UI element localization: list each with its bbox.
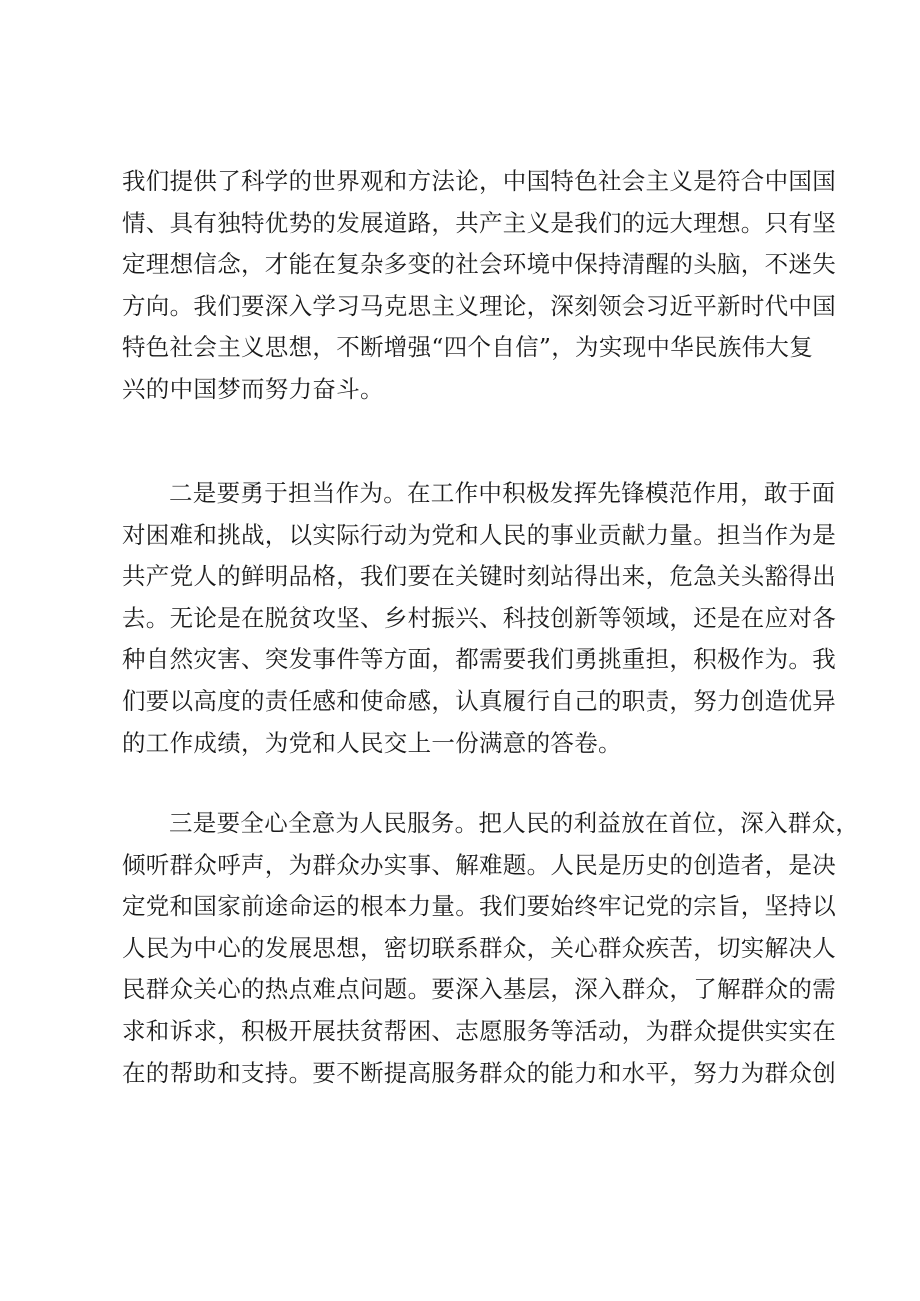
paragraph-line: 人民为中心的发展思想，密切联系群众，关心群众疾苦，切实解决人 [122,933,836,962]
paragraph-first-line: 二是要勇于担当作为。在工作中积极发挥先锋模范作用，敢于面 [169,479,836,507]
paragraph-line: 我们提供了科学的世界观和方法论，中国特色社会主义是符合中国国 [122,167,836,195]
paragraph-line: 去。无论是在脱贫攻坚、乡村振兴、科技创新等领域，还是在应对各 [122,603,836,632]
paragraph-line: 共产党人的鲜明品格，我们要在关键时刻站得出来，危急关头豁得出 [122,562,836,591]
paragraph-line: 情、具有独特优势的发展道路，共产主义是我们的远大理想。只有坚 [122,208,836,237]
paragraph-line: 对困难和挑战，以实际行动为党和人民的事业贡献力量。担当作为是 [122,520,836,549]
paragraph-line: 兴的中国梦而努力奋斗。 [122,374,384,403]
paragraph-first-line: 三是要全心全意为人民服务。把人民的利益放在首位，深入群众， [169,809,860,837]
paragraph-line: 定党和国家前途命运的根本力量。我们要始终牢记党的宗旨，坚持以 [122,892,836,921]
paragraph-line: 倾听群众呼声，为群众办实事、解难题。人民是历史的创造者，是决 [122,850,836,879]
paragraph-line: 在的帮助和支持。要不断提高服务群众的能力和水平，努力为群众创 [122,1058,836,1087]
paragraph-line: 特色社会主义思想，不断增强“四个自信”，为实现中华民族伟大复 [122,333,814,362]
paragraph-line: 的工作成绩，为党和人民交上一份满意的答卷。 [122,728,622,757]
paragraph-line: 定理想信念，才能在复杂多变的社会环境中保持清醒的头脑，不迷失 [122,250,836,279]
paragraph-line: 方向。我们要深入学习马克思主义理论，深刻领会习近平新时代中国 [122,291,836,320]
paragraph-line: 种自然灾害、突发事件等方面，都需要我们勇挑重担，积极作为。我 [122,645,836,674]
paragraph-line: 求和诉求，积极开展扶贫帮困、志愿服务等活动，为群众提供实实在 [122,1016,836,1045]
paragraph-3 [122,803,860,1094]
paragraph-1 [122,161,836,411]
paragraph-line: 们要以高度的责任感和使命感，认真履行自己的职责，努力创造优异 [122,686,836,715]
paragraph-2 [122,473,836,764]
paragraph-line: 民群众关心的热点难点问题。要深入基层，深入群众，了解群众的需 [122,975,836,1004]
